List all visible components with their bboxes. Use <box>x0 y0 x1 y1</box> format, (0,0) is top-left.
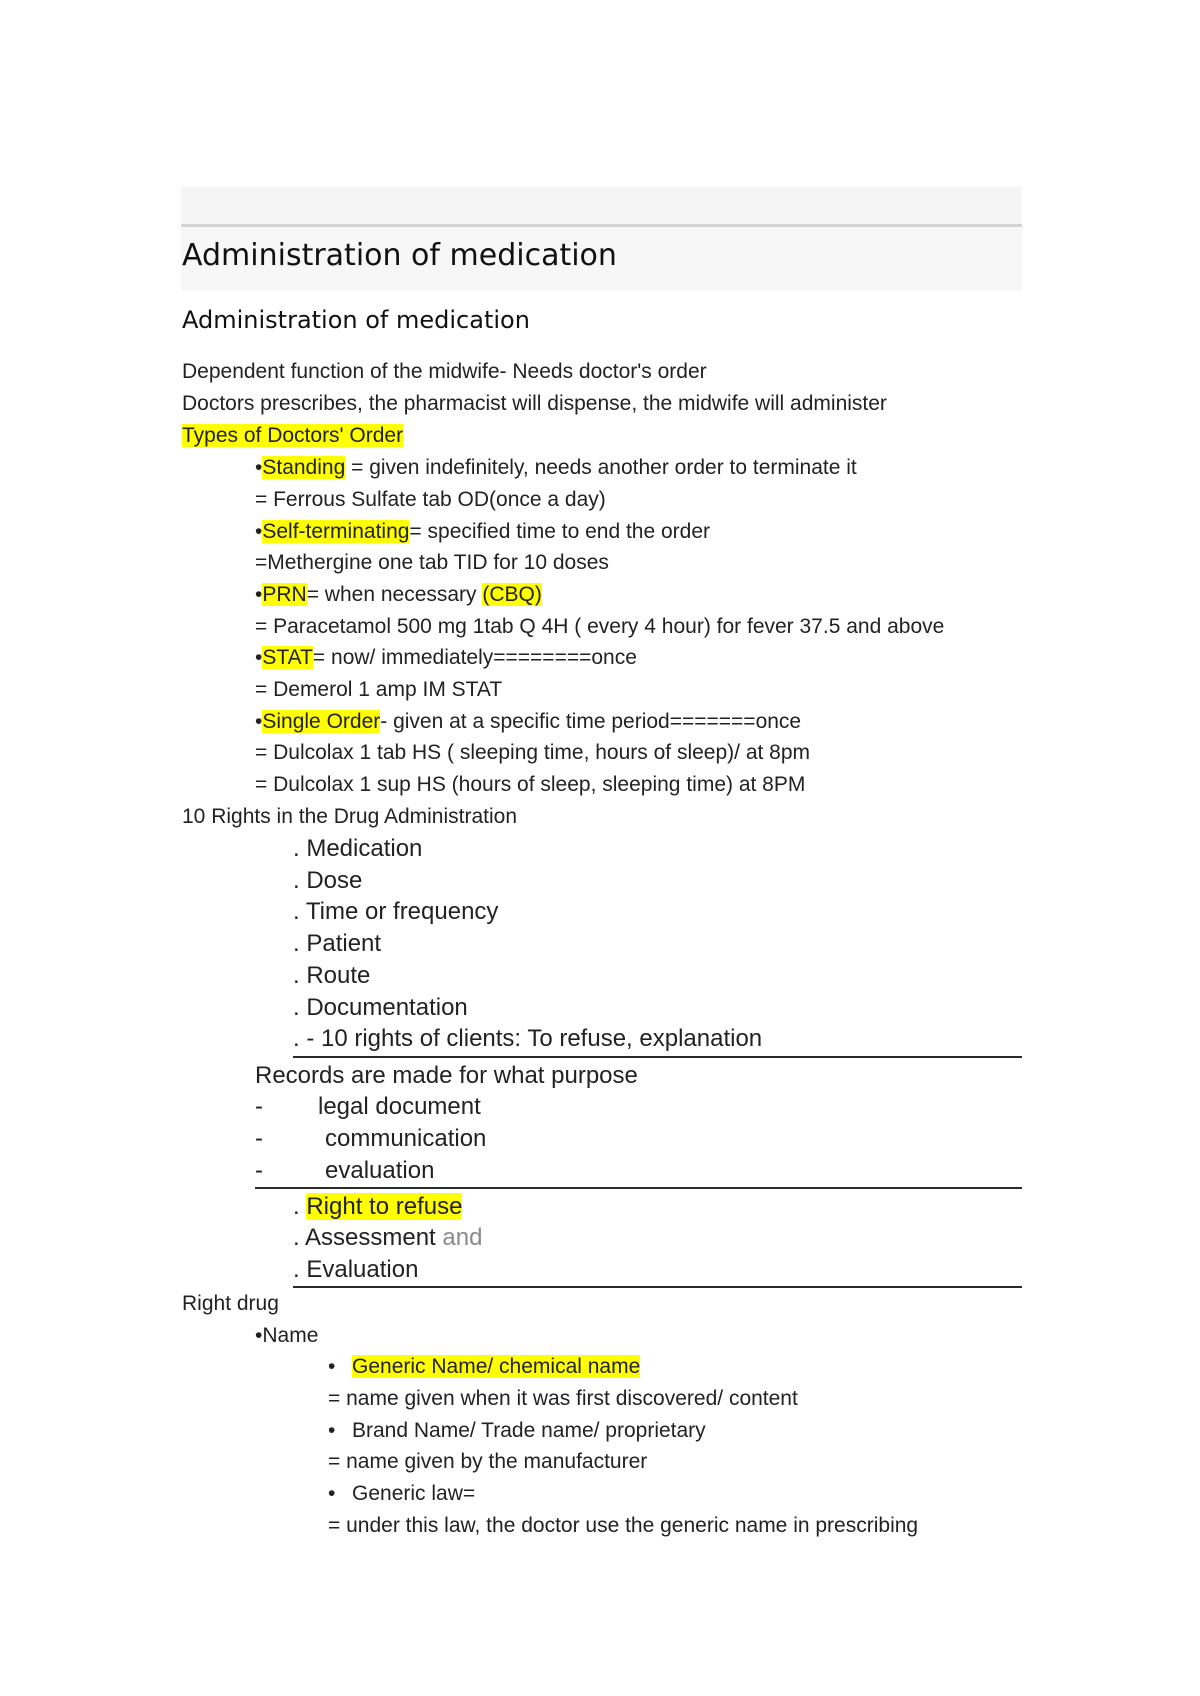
orders-heading <box>182 423 403 449</box>
order-standing <box>255 455 857 481</box>
order-example: = Paracetamol 500 mg 1tab Q 4H ( every 4 hour) for fever 37.5 and above <box>255 615 945 638</box>
order-desc: = given indefinitely, needs another order to terminate it <box>345 456 857 479</box>
drug-name-desc: = name given by the manufacturer <box>328 1450 648 1473</box>
intro-line: Doctors prescribes, the pharmacist will dispense, the midwife will administer <box>182 392 887 415</box>
rights-heading: 10 Rights in the Drug Administration <box>182 805 518 828</box>
rights-item-refuse <box>293 1192 462 1222</box>
rights-item: . Route <box>293 962 371 989</box>
bullet: • <box>328 1419 336 1442</box>
order-desc: - given at a specific time period=======once <box>380 710 802 733</box>
drug-name-type: Brand Name/ Trade name/ proprietary <box>352 1419 706 1442</box>
rights-item: . Medication <box>293 835 423 862</box>
divider <box>293 1286 1022 1288</box>
order-example: =Methergine one tab TID for 10 doses <box>255 551 609 574</box>
order-term: Single Order <box>262 710 381 733</box>
item-prefix: . <box>293 1193 307 1220</box>
order-term: PRN <box>262 583 307 606</box>
order-term: Self-terminating <box>262 520 410 543</box>
rights-item: . Patient <box>293 930 382 957</box>
drug-name-type <box>352 1354 640 1380</box>
orders-heading-text: Types of Doctors' Order <box>182 424 404 447</box>
records-heading: Records are made for what purpose <box>255 1062 638 1089</box>
item-text: . Assessment <box>293 1224 436 1251</box>
divider <box>255 1187 1022 1189</box>
records-item: communication <box>325 1125 487 1152</box>
order-single <box>255 709 801 735</box>
section-title: Administration of medication <box>182 306 530 334</box>
order-example: = Demerol 1 amp IM STAT <box>255 678 503 701</box>
bullet: • <box>255 456 263 479</box>
name-item <box>255 1323 318 1349</box>
records-dash: - <box>255 1125 263 1152</box>
order-prn <box>255 582 542 608</box>
records-item: legal document <box>318 1093 481 1120</box>
bullet: • <box>328 1355 336 1378</box>
order-term: Standing <box>262 456 346 479</box>
name-label: Name <box>262 1324 319 1347</box>
order-term: STAT <box>262 646 313 669</box>
bullet: • <box>255 710 263 733</box>
intro-line: Dependent function of the midwife- Needs doctor's order <box>182 360 707 383</box>
order-self-terminating <box>255 519 710 545</box>
order-example: = Ferrous Sulfate tab OD(once a day) <box>255 488 606 511</box>
order-stat <box>255 645 637 671</box>
rights-item: . Documentation <box>293 994 468 1021</box>
item-text-faded: and <box>435 1224 483 1251</box>
rights-item-assessment <box>293 1223 482 1253</box>
rights-item: . Dose <box>293 867 363 894</box>
order-desc: = now/ immediately========once <box>312 646 637 669</box>
rights-item: . Time or frequency <box>293 898 499 925</box>
bullet: • <box>255 583 263 606</box>
order-desc: = when necessary <box>306 583 483 606</box>
drug-name-desc: = name given when it was first discovered/ content <box>328 1387 798 1410</box>
records-dash: - <box>255 1093 263 1120</box>
bullet: • <box>255 1324 263 1347</box>
highlighted-text: Generic Name/ chemical name <box>352 1355 641 1378</box>
records-item: evaluation <box>325 1157 435 1184</box>
order-desc: = specified time to end the order <box>409 520 711 543</box>
highlighted-text: Right to refuse <box>306 1193 463 1220</box>
order-example: = Dulcolax 1 tab HS ( sleeping time, hours of sleep)/ at 8pm <box>255 741 811 764</box>
divider <box>293 1056 1022 1058</box>
order-desc-highlight: (CBQ) <box>482 583 542 606</box>
bullet: • <box>255 646 263 669</box>
rights-item-evaluation: . Evaluation <box>293 1256 419 1283</box>
header-top-band <box>181 187 1022 224</box>
rights-item: . - 10 rights of clients: To refuse, explanation <box>293 1025 763 1052</box>
bullet: • <box>328 1482 336 1505</box>
drug-name-desc: = under this law, the doctor use the generic name in prescribing <box>328 1514 919 1537</box>
page-title: Administration of medication <box>182 238 617 273</box>
drug-name-type: Generic law= <box>352 1482 476 1505</box>
order-example: = Dulcolax 1 sup HS (hours of sleep, sleeping time) at 8PM <box>255 773 806 796</box>
records-dash: - <box>255 1157 263 1184</box>
bullet: • <box>255 520 263 543</box>
right-drug-heading: Right drug <box>182 1292 279 1315</box>
